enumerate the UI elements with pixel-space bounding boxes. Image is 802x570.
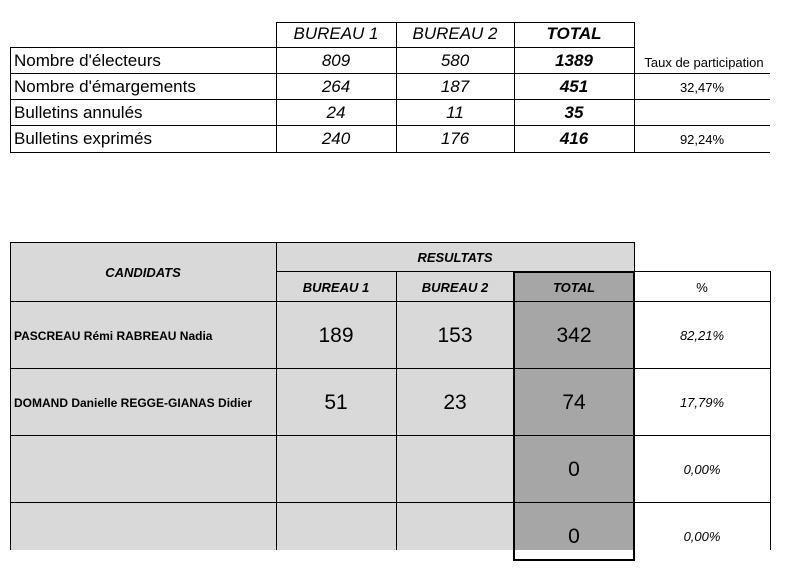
summary-total: 416	[559, 129, 589, 148]
results-gridline	[10, 435, 770, 436]
summary-gridline	[276, 22, 277, 153]
candidate-b1	[276, 436, 396, 503]
results-header-bureau2: BUREAU 2	[421, 279, 489, 295]
candidate-percent: 0,00%	[683, 529, 721, 544]
summary-row-label: Nombre d'émargements	[14, 77, 196, 96]
candidate-percent: 82,21%	[679, 328, 725, 343]
candidate-total: 0	[568, 457, 580, 481]
summary-b2: 187	[440, 77, 470, 96]
results-gridline	[770, 271, 771, 550]
summary-b2: 176	[440, 129, 470, 148]
summary-gridline	[396, 22, 397, 153]
summary-gridline	[10, 152, 770, 153]
results-header-total: TOTAL	[552, 279, 596, 295]
candidate-b1	[276, 503, 396, 570]
total-column-border	[513, 271, 635, 561]
summary-gridline	[10, 47, 634, 48]
summary-rate: 32,47%	[679, 79, 725, 95]
results-gridline	[10, 242, 11, 550]
candidate-b2: 23	[443, 390, 467, 414]
summary-gridline	[514, 22, 515, 153]
results-gridline	[10, 368, 770, 369]
results-gridline	[276, 242, 277, 550]
summary-gridline	[10, 125, 770, 126]
summary-row-label: Nombre d'électeurs	[14, 51, 161, 70]
candidats-header: CANDIDATS	[105, 264, 181, 280]
candidate-b1: 189	[318, 323, 354, 347]
candidate-total: 342	[556, 323, 592, 347]
candidate-name	[10, 436, 276, 503]
participation-label: Taux de participation	[644, 54, 764, 70]
candidate-percent: 0,00%	[683, 462, 721, 477]
percent-header: %	[696, 279, 708, 295]
candidate-b2: 153	[437, 323, 473, 347]
results-gridline	[10, 242, 634, 243]
candidate-total: 74	[562, 390, 586, 414]
resultats-header: RESULTATS	[417, 249, 493, 265]
results-gridline	[634, 271, 770, 272]
summary-row-label: Bulletins exprimés	[14, 129, 152, 148]
summary-header-bureau1: BUREAU 1	[293, 24, 379, 43]
candidate-percent: 17,79%	[679, 395, 725, 410]
summary-b1: 24	[326, 103, 346, 122]
summary-total: 451	[559, 77, 589, 96]
summary-rate	[634, 100, 770, 126]
summary-b1: 809	[321, 51, 351, 70]
results-gridline	[10, 301, 770, 302]
results-gridline	[396, 272, 397, 550]
candidate-b1: 51	[324, 390, 348, 414]
summary-b1: 240	[321, 129, 351, 148]
candidate-total: 0	[568, 524, 580, 548]
summary-b2: 580	[440, 51, 470, 70]
summary-b1: 264	[321, 77, 351, 96]
summary-rate: 92,24%	[679, 131, 725, 147]
summary-b2: 11	[446, 103, 464, 122]
summary-header-bureau2: BUREAU 2	[412, 24, 498, 43]
summary-gridline	[10, 99, 770, 100]
summary-gridline	[634, 22, 635, 153]
summary-total: 35	[564, 103, 584, 122]
candidate-b2	[396, 436, 514, 503]
summary-header-total: TOTAL	[546, 24, 602, 43]
summary-row-label: Bulletins annulés	[14, 103, 143, 122]
summary-gridline	[276, 22, 634, 23]
candidate-name: DOMAND Danielle REGGE-GIANAS Didier	[14, 395, 253, 410]
summary-total: 1389	[555, 51, 593, 70]
candidate-b2	[396, 503, 514, 570]
summary-gridline	[10, 73, 770, 74]
candidate-name	[10, 503, 276, 570]
results-gridline	[10, 502, 770, 503]
summary-gridline	[10, 47, 11, 153]
candidate-name: PASCREAU Rémi RABREAU Nadia	[14, 328, 213, 343]
results-header-bureau1: BUREAU 1	[302, 279, 370, 295]
